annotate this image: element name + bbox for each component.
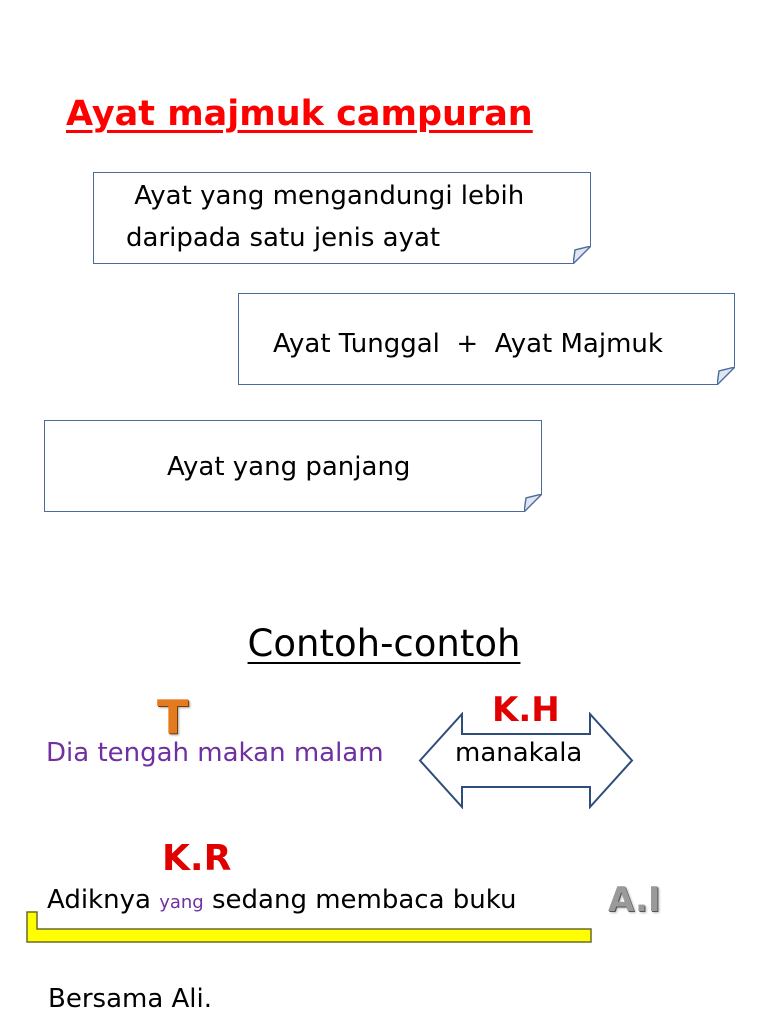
single-sentence-marker: T <box>157 690 189 744</box>
formula-note-box <box>238 293 735 385</box>
example-sentence-1: Dia tengah makan malam <box>46 738 384 768</box>
clause-marker: A.I <box>608 880 661 920</box>
highlight-bracket <box>26 911 592 943</box>
formula-note-text: Ayat Tunggal + Ayat Majmuk <box>273 329 663 359</box>
sentence-2-end: sedang membaca buku <box>203 885 517 915</box>
conjunction-label: K.H <box>492 690 560 730</box>
sentence-2-start: Adiknya <box>47 885 160 915</box>
definition-note-line-2: daripada satu jenis ayat <box>126 223 441 254</box>
folded-corner-icon <box>717 367 735 385</box>
definition-note-line-1: Ayat yang mengandungi lebih <box>126 181 525 211</box>
example-sentence-2 <box>47 885 517 915</box>
folded-corner-icon <box>524 494 542 512</box>
definition-note-text <box>126 175 586 259</box>
long-sentence-note-box <box>44 420 542 512</box>
examples-heading: Contoh-contoh <box>247 622 521 665</box>
relative-conjunction-label: K.R <box>162 838 232 879</box>
folded-corner-icon <box>573 246 591 264</box>
definition-note-box <box>93 172 591 264</box>
example-sentence-3: Bersama Ali. <box>48 984 213 1014</box>
long-sentence-note-text: Ayat yang panjang <box>167 452 411 482</box>
conjunction-word: manakala <box>455 738 583 768</box>
page-title: Ayat majmuk campuran <box>66 94 533 134</box>
relative-word: yang <box>159 892 204 913</box>
